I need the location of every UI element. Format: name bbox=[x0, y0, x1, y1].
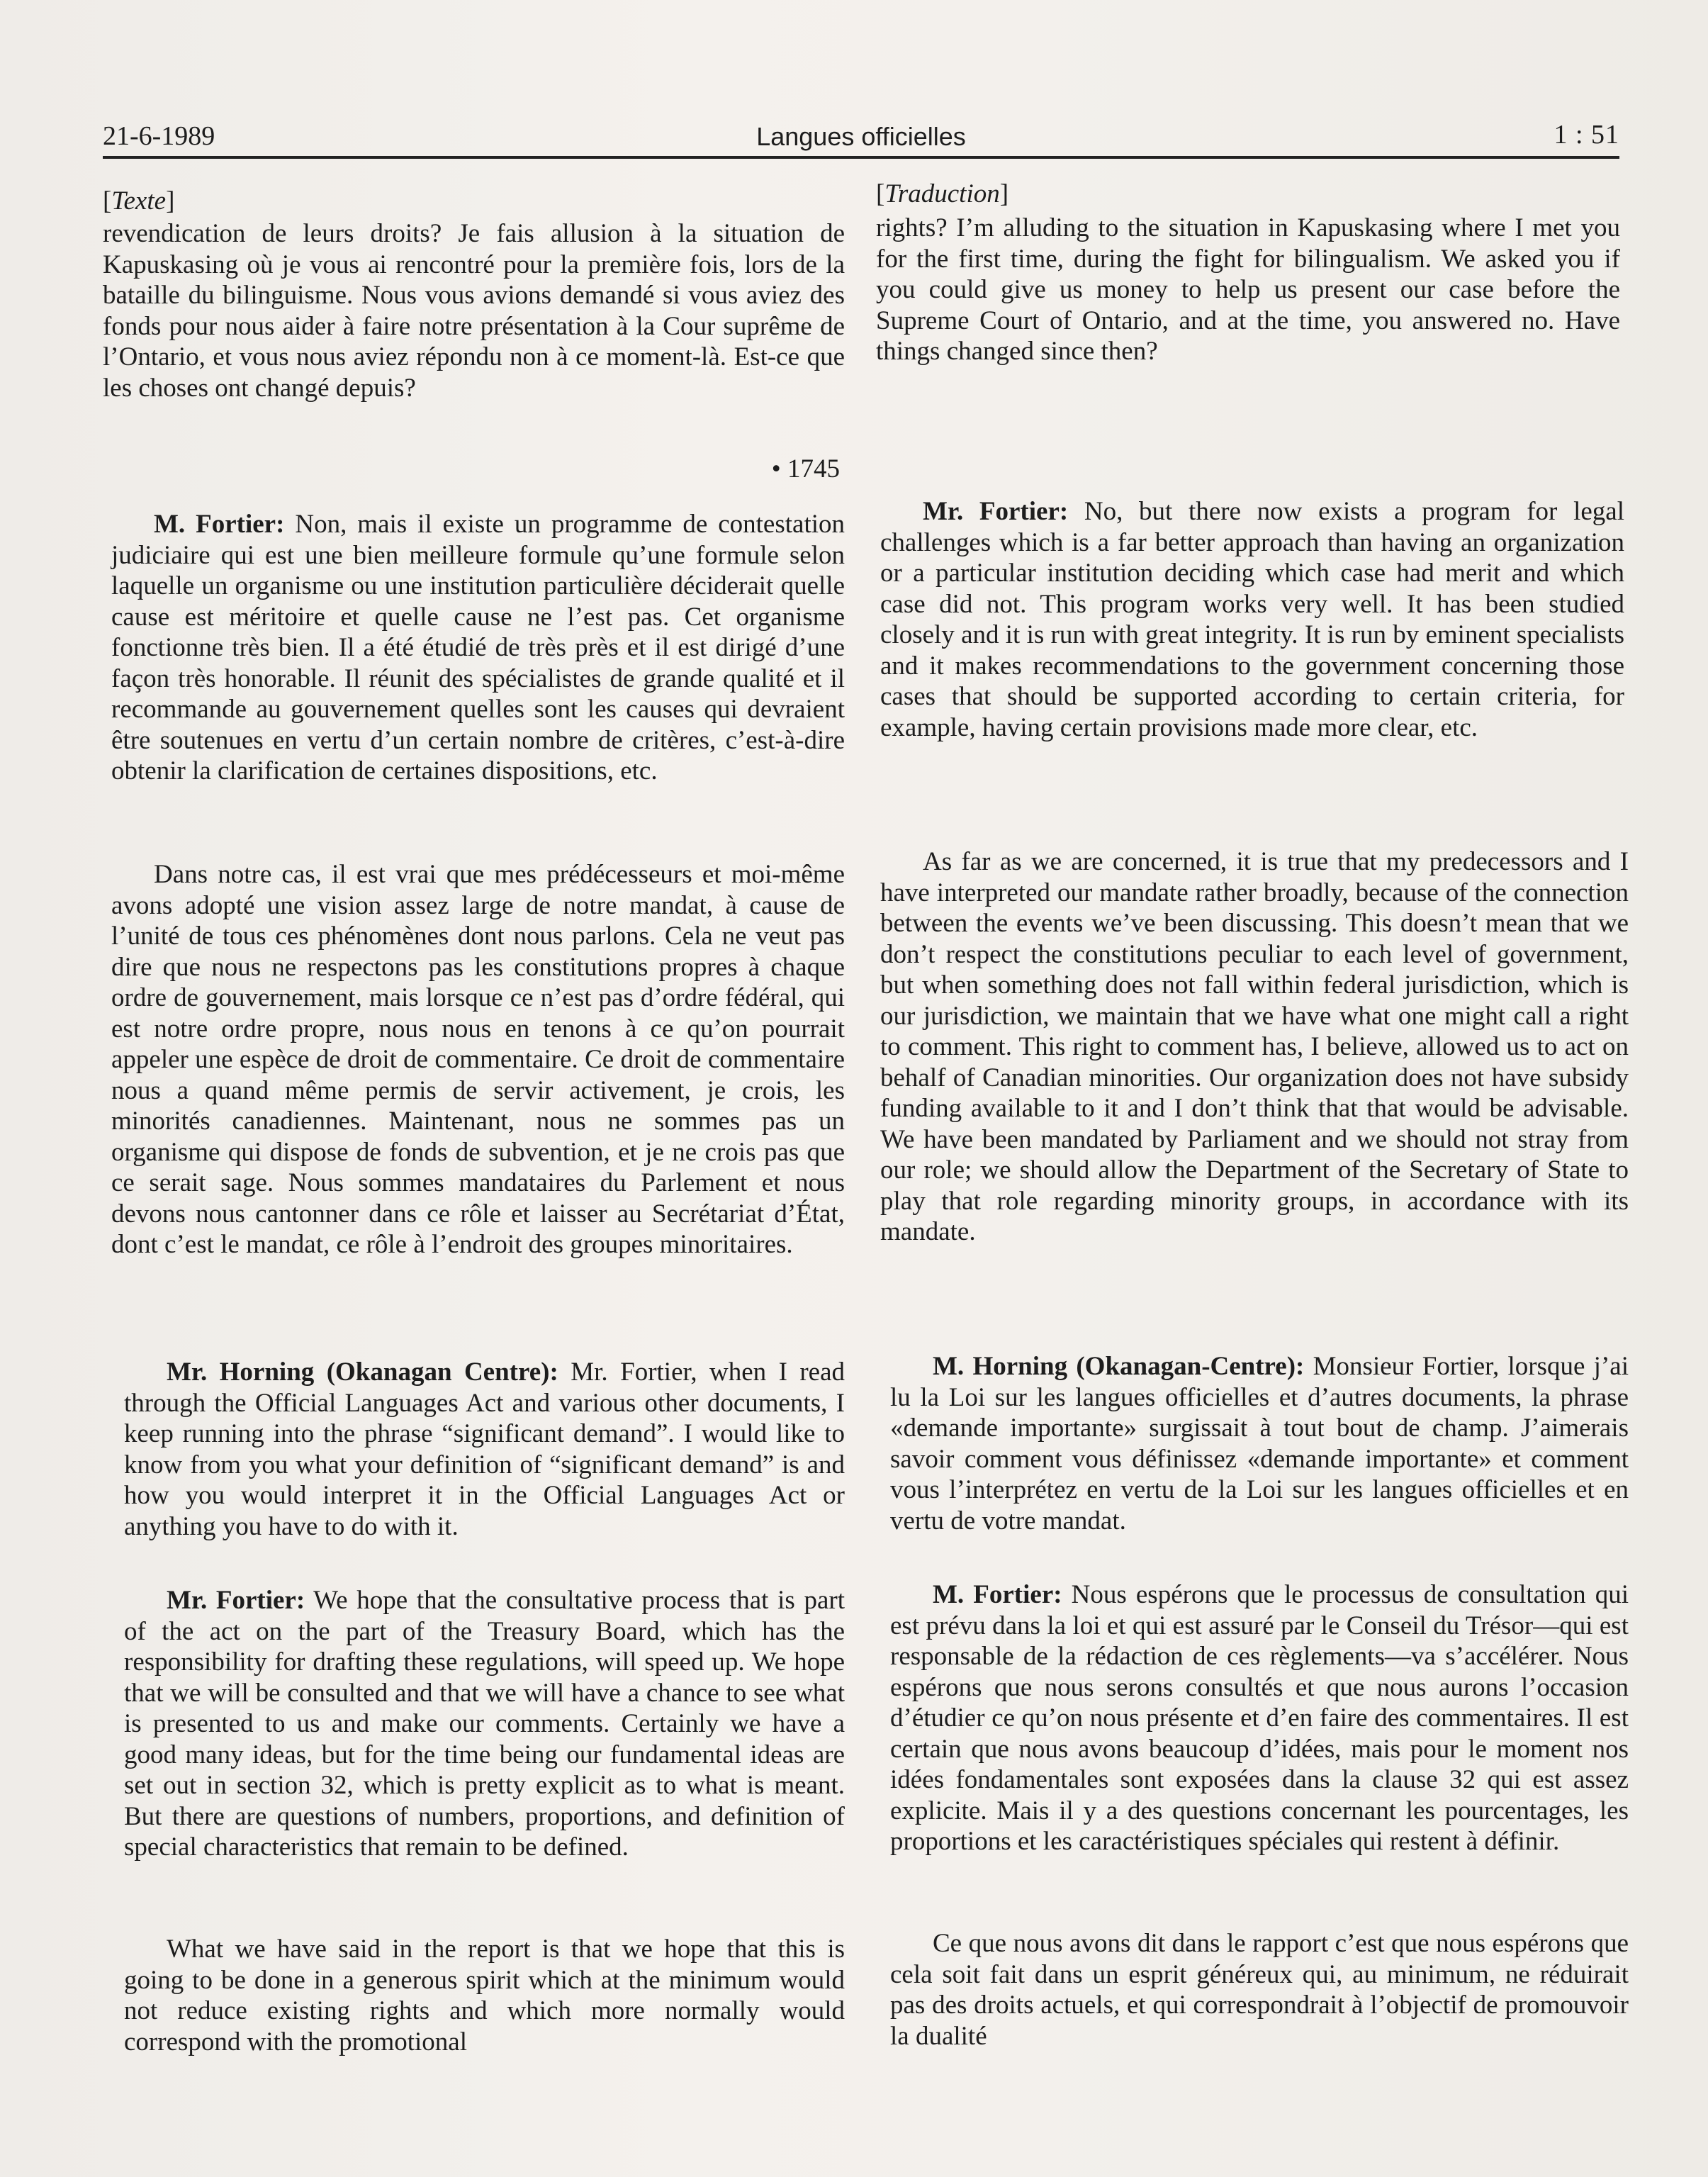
left-timestamp: • 1745 bbox=[771, 454, 840, 483]
speaker-name: Mr. Horning (Okanagan Centre): bbox=[167, 1358, 558, 1387]
left-paragraph-3: Dans notre cas, il est vrai que mes prédécesseurs et moi-même avons adopté une vision assez large de notre mandat, à cause de l’unité de tous ces phénomènes dont nous parlons. Cela ne veut pas dire que nous ne respectons pas les constitutions propres à chaque ordre de gouvernement, mais lorsque ce n’est pas d’ordre fédéral, qui est notre ordre propre, nous nous en tenons à ce qu’on pourrait appeler une espèce de droit de commentaire. Ce droit de commentaire nous a quand même permis de servir activement, je crois, les minorités canadiennes. Maintenant, nous ne sommes pas un organisme qui dispose de fonds de subvention, et je ne crois pas que ce serait sage. Nous sommes mandataires du Parlement et nous devons nous cantonner dans ce rôle et laisser au Secrétariat d’État, dont c’est le mandat, ce rôle à l’endroit des groupes minoritaires. bbox=[111, 860, 845, 1259]
paragraph-text: Monsieur Fortier, lorsque j’ai lu la Loi sur les langues officielles et d’autres documents, la phrase «demande importante» surgissait à tout bout de champ. J’aimerais savoir comment vous définissez «demande importante» et comment vous l’interprétez en vertu de la Loi sur les langues officielles et en vertu de votre mandat. bbox=[890, 1352, 1629, 1535]
right-paragraph-6: Ce que nous avons dit dans le rapport c’est que nous espérons que cela soit fait dans un esprit généreux qui, au minimum, ne réduirait pas des droits actuels, et qui correspondrait à l’objectif de promouvoir la dualité bbox=[890, 1929, 1629, 2051]
left-paragraph-4 bbox=[124, 1357, 845, 1542]
page-header bbox=[103, 119, 1619, 159]
left-section-tag: [Texte] bbox=[103, 186, 175, 216]
paragraph-text: Mr. Fortier, when I read through the Official Languages Act and various other documents, I keep running into the phrase “significant demand”. I would like to know from you what your definition of “significant demand” is and how you would interpret it in the Official Languages Act or anything you have to do with it. bbox=[124, 1358, 845, 1541]
speaker-name: Mr. Fortier: bbox=[167, 1586, 305, 1615]
speaker-name: M. Fortier: bbox=[154, 510, 285, 539]
right-paragraph-5 bbox=[890, 1579, 1629, 1857]
speaker-name: Mr. Fortier: bbox=[923, 497, 1069, 526]
speaker-name: M. Fortier: bbox=[933, 1580, 1062, 1609]
header-title: Langues officielles bbox=[756, 122, 966, 151]
left-paragraph-6: What we have said in the report is that we hope that this is going to be done in a generous spirit which at the minimum would not reduce existing rights and which more normally would correspond with the promotional bbox=[124, 1935, 845, 2056]
right-paragraph-4 bbox=[890, 1351, 1629, 1536]
right-section-tag: [Traduction] bbox=[876, 179, 1009, 208]
paragraph-text: We hope that the consultative process that is part of the act on the part of the Treasury Board, which has the responsibility for drafting these regulations, will speed up. We hope that we will be consulted and that we will have a chance to see what is presented to us and make our comments. Certainly we have a good many ideas, but for the time being our fundamental ideas are set out in section 32, which is pretty explicit as to what is meant. But there are questions of numbers, proportions, and definition of special characteristics that remain to be defined. bbox=[124, 1586, 845, 1862]
left-paragraph-1: revendication de leurs droits? Je fais allusion à la situation de Kapuskasing où je vous ai rencontré pour la première fois, lors de la bataille du bilinguisme. Nous vous avions demandé si vous aviez des fonds pour nous aider à faire notre présentation à la Cour suprême de l’Ontario, et vous nous aviez répondu non à ce moment-là. Est-ce que les choses ont changé depuis? bbox=[103, 219, 845, 403]
left-paragraph-5 bbox=[124, 1585, 845, 1863]
header-page-number: 1 : 51 bbox=[1554, 120, 1619, 150]
left-paragraph-2 bbox=[111, 509, 845, 787]
paragraph-text: Nous espérons que le processus de consultation qui est prévu dans la loi et qui est assuré par le Conseil du Trésor—qui est responsable de la rédaction de ces règlements—va s’accélérer. Nous espérons que nous serons consultés et que nous aurons l’occasion d’étudier ce qu’on nous présente et d’en faire des commentaires. Il est certain que nous avons beaucoup d’idées, mais pour le moment nos idées fondamentales sont exposées dans la clause 32 qui est assez explicite. Mais il y a des questions concernant les pourcentages, les proportions et les caractéristiques spéciales qui restent à définir. bbox=[890, 1580, 1629, 1856]
header-date: 21-6-1989 bbox=[103, 121, 215, 151]
speaker-name: M. Horning (Okanagan-Centre): bbox=[933, 1352, 1305, 1381]
right-paragraph-3: As far as we are concerned, it is true that my predecessors and I have interpreted our mandate rather broadly, because of the connection between the events we’ve been discussing. This doesn’t mean that we don’t respect the constitutions peculiar to each level of government, but when something does not fall within federal jurisdiction, which is our jurisdiction, we maintain that we have what one might call a right to comment. This right to comment has, I believe, allowed us to act on behalf of Canadian minorities. Our organization does not have subsidy funding available to it and I don’t think that that would be advisable. We have been mandated by Parliament and we should not stray from our role; we should allow the Department of the Secretary of State to play that role regarding minority groups, in accordance with its mandate. bbox=[880, 847, 1629, 1246]
right-paragraph-2 bbox=[880, 496, 1624, 743]
right-paragraph-1: rights? I’m alluding to the situation in Kapuskasing where I met you for the first time, during the fight for bilingualism. We asked you if you could give us money to help us present our case before the Supreme Court of Ontario, and at the time, you answered no. Have things changed since then? bbox=[876, 213, 1620, 366]
paragraph-text: No, but there now exists a program for legal challenges which is a far better approach than having an organization or a particular institution deciding which case had merit and which case did not. This program works very well. It has been studied closely and it is run with great integrity. It is run by eminent specialists and it makes recommendations to the government concerning those cases that should be supported according to certain criteria, for example, having certain provisions made more clear, etc. bbox=[880, 497, 1624, 742]
paragraph-text: Non, mais il existe un programme de contestation judiciaire qui est une bien meilleure formule qu’une formule selon laquelle un organisme ou une institution particulière déciderait quelle cause est méritoire et quelle cause ne l’est pas. Cet organisme fonctionne très bien. Il a été étudié de très près et il est dirigé d’une façon très honorable. Il réunit des spécialistes de grande qualité et il recommande au gouvernement quelles sont les causes qui devraient être soutenues en vertu d’un certain nombre de critères, c’est-à-dire obtenir la clarification de certaines dispositions, etc. bbox=[111, 510, 845, 785]
